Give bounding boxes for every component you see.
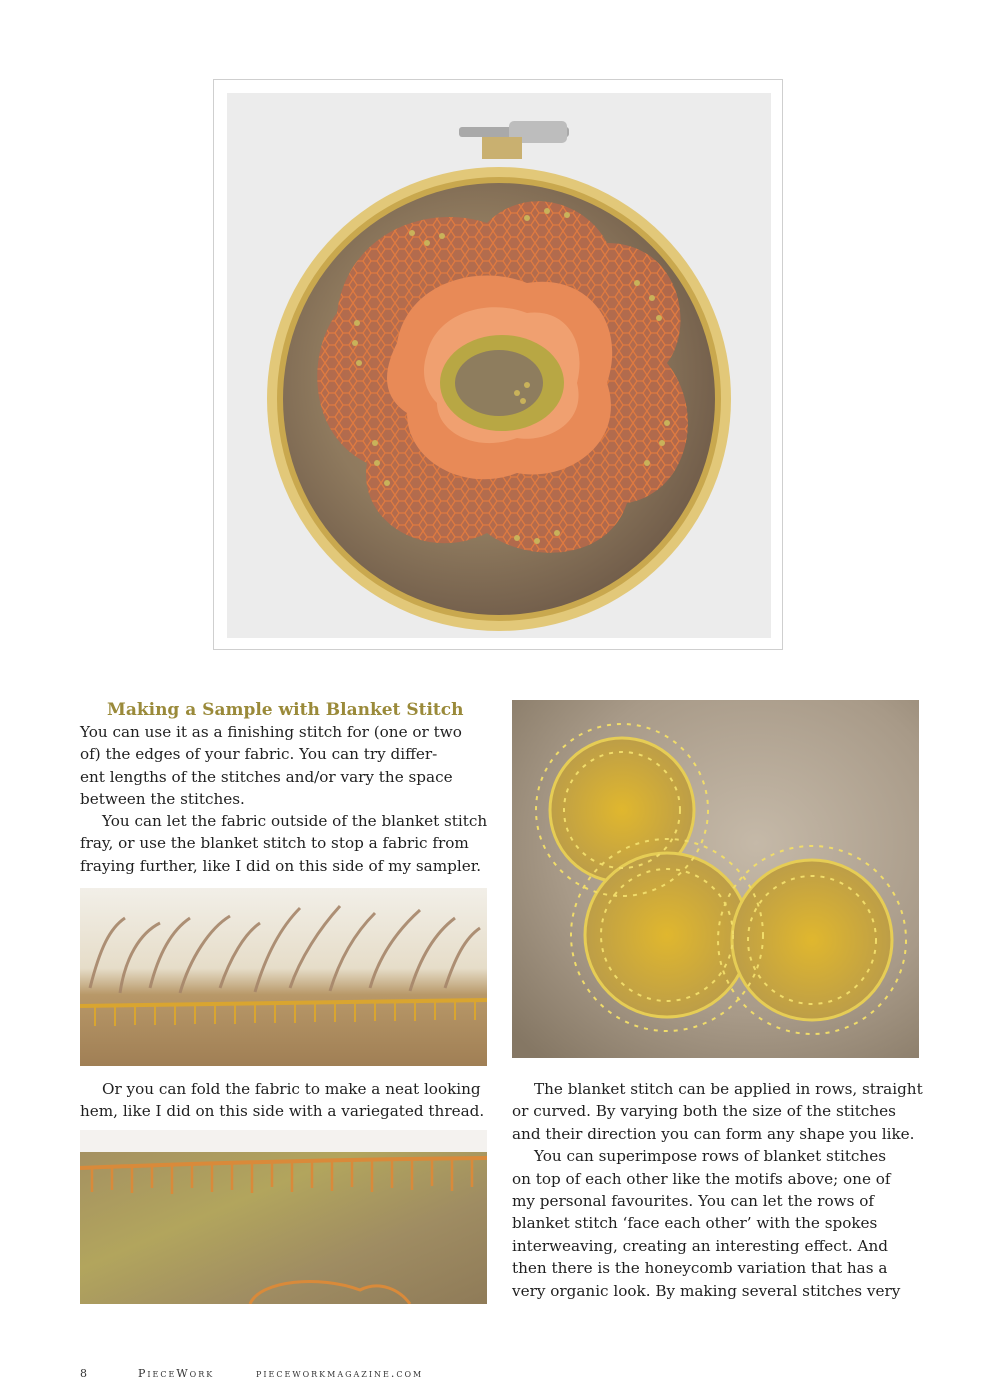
paragraph-fray <box>80 810 487 877</box>
text-line: on top of each other like the motifs above; one of <box>512 1169 891 1188</box>
text-line: You can superimpose rows of blanket stitches <box>534 1147 886 1166</box>
text-line: and their direction you can form any shape you like. <box>512 1124 915 1143</box>
text-line: You can let the fabric outside of the blanket stitch <box>102 812 488 830</box>
text-line: fraying further, like I did on this side of my sampler. <box>80 856 482 875</box>
folded-hem-photo <box>80 1130 487 1304</box>
text-line: or curved. By varying both the size of the stitches <box>512 1102 896 1121</box>
text-line: between the stitches. <box>80 790 245 809</box>
paragraph-hem <box>80 1078 484 1123</box>
embroidery-hoop-photo <box>227 93 771 638</box>
magazine-name: PieceWork <box>138 1367 215 1380</box>
text-line: blanket stitch ‘face each other’ with the spokes <box>512 1214 878 1233</box>
text-line: hem, like I did on this side with a variegated thread. <box>80 1102 485 1121</box>
text-line: Or you can fold the fabric to make a neat looking <box>102 1080 481 1098</box>
paragraph-rows <box>512 1078 923 1302</box>
magazine-url: pieceworkmagazine.com <box>256 1367 424 1380</box>
text-line: very organic look. By making several stitches very <box>512 1281 901 1300</box>
page-number: 8 <box>80 1367 87 1380</box>
text-line: The blanket stitch can be applied in rows, straight <box>534 1080 923 1098</box>
paragraph-finishing-stitch <box>80 721 462 811</box>
text-line: fray, or use the blanket stitch to stop a fabric from <box>80 834 469 853</box>
text-line: then there is the honeycomb variation that has a <box>512 1259 888 1278</box>
text-line: You can use it as a finishing stitch for (one or two <box>80 723 462 741</box>
text-line: interweaving, creating an interesting effect. And <box>512 1236 888 1255</box>
text-line: of) the edges of your fabric. You can try differ- <box>80 745 438 764</box>
section-heading: Making a Sample with Blanket Stitch <box>107 700 464 720</box>
text-line: ent lengths of the stitches and/or vary the space <box>80 767 453 786</box>
hero-photo-frame <box>213 79 783 650</box>
frayed-edge-photo <box>80 888 487 1066</box>
superimposed-circles-photo <box>512 700 919 1058</box>
text-line: my personal favourites. You can let the rows of <box>512 1192 874 1211</box>
